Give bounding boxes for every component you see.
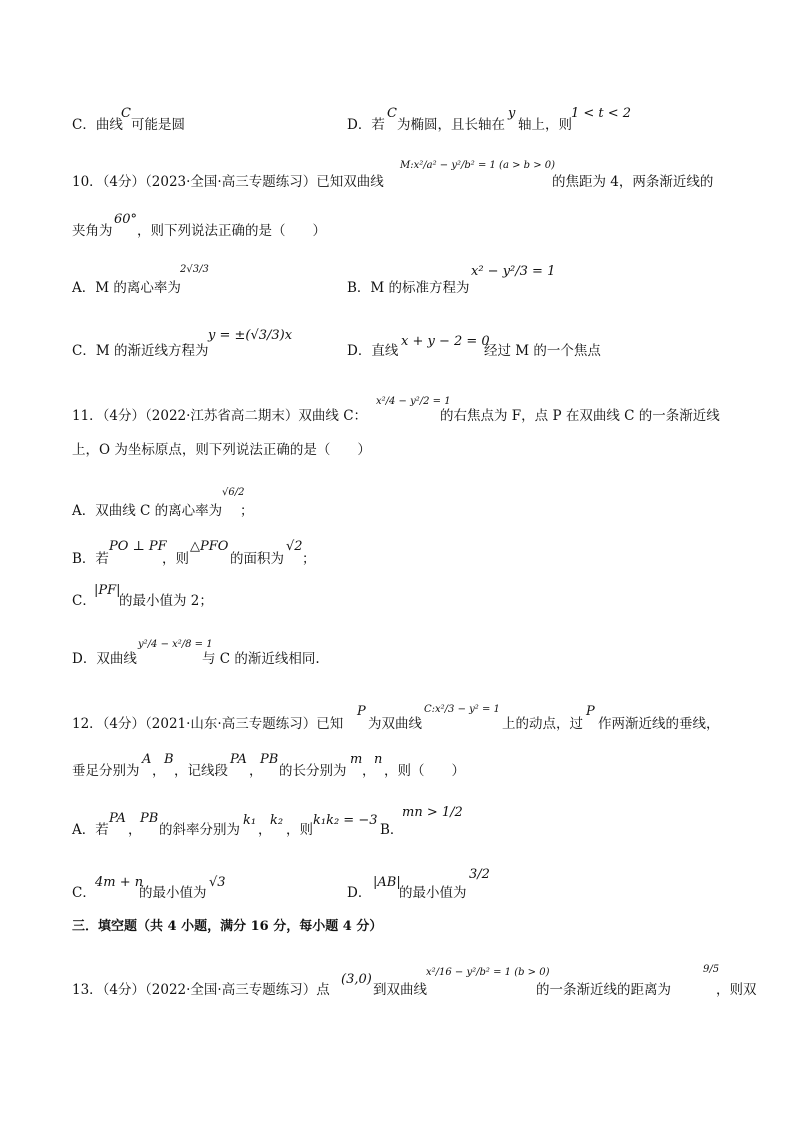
- q12-var-p: P: [357, 704, 366, 719]
- q9-option-d-mid: 为椭圆，且长轴在: [397, 117, 505, 133]
- q12-sep1: ，: [152, 763, 166, 779]
- q11-option-a: A．双曲线 C 的离心率为: [72, 503, 223, 519]
- q12-var-pb: PB: [260, 752, 279, 767]
- q11-option-c: C．: [72, 593, 96, 609]
- q9-option-d: D．若: [347, 117, 385, 133]
- q9-option-d-formula: 1 < t < 2: [571, 106, 632, 121]
- q12-option-d: D．: [347, 885, 372, 901]
- q10-tail: 的焦距为 4，两条渐近线的: [552, 174, 714, 190]
- q10-option-d: D．直线: [347, 343, 399, 359]
- q13-mid: 到双曲线: [373, 982, 427, 998]
- q12-option-a-pa: PA: [109, 811, 126, 826]
- q12-option-a-sep2: ，: [258, 822, 272, 838]
- q12-option-a-mid2: ，则: [286, 822, 313, 838]
- q12-line2-mid: ，记线段: [174, 763, 228, 779]
- q10-option-b: B．M 的标准方程为: [347, 280, 470, 296]
- q10-option-c-formula: y = ±(√3/3)x: [208, 328, 293, 343]
- q9-option-d-tail: 轴上，则: [518, 117, 572, 133]
- q12-option-d-mid: 的最小值为: [399, 885, 467, 901]
- q12-option-a-formula: k₁k₂ = −3: [313, 813, 378, 828]
- q11-option-b-mid2: 的面积为: [230, 551, 284, 567]
- q13-tail: ，则双: [716, 982, 757, 998]
- q12-var-pa: PA: [230, 752, 247, 767]
- q11-option-a-tail: ；: [240, 503, 254, 519]
- q12-line2-head: 垂足分别为: [72, 763, 140, 779]
- q13-mid2: 的一条渐近线的距离为: [536, 982, 671, 998]
- q12-mid: 为双曲线: [368, 716, 422, 732]
- q10-line2-tail: ，则下列说法正确的是（ ）: [137, 223, 326, 239]
- q11-line2: 上，O 为坐标原点，则下列说法正确的是（ ）: [72, 442, 371, 458]
- q11-option-d: D．双曲线: [72, 651, 137, 667]
- q13-head: 13．（4分）（2022·全国·高三专题练习）点: [72, 982, 330, 998]
- q11-option-d-formula: y²/4 − x²/8 = 1: [138, 639, 213, 650]
- q11-option-c-tail: 的最小值为 2；: [119, 593, 213, 609]
- q11-option-b-formula2: △PFO: [190, 539, 229, 554]
- q11-option-c-formula: |PF|: [94, 583, 121, 598]
- q11-option-b-tail: ；: [302, 551, 316, 567]
- q11-option-b-formula3: √2: [286, 539, 303, 554]
- q11-option-b-mid: ，则: [162, 551, 189, 567]
- q12-head: 12．（4分）（2021·山东·高三专题练习）已知: [72, 716, 344, 732]
- q12-option-c-mid: 的最小值为: [139, 885, 207, 901]
- q12-formula: C:x²/3 − y² = 1: [424, 704, 500, 715]
- q9-option-c: C．曲线: [72, 117, 123, 133]
- q10-option-a-formula: 2√3/3: [180, 264, 209, 275]
- q10-option-d-tail: 经过 M 的一个焦点: [484, 343, 601, 359]
- q12-option-b-formula: mn > 1/2: [402, 805, 463, 820]
- q12-option-d-formula2: 3/2: [469, 867, 490, 882]
- q9-option-d-var: C: [387, 106, 397, 121]
- q12-option-a-mid: 的斜率分别为: [159, 822, 240, 838]
- q13-formula: x²/16 − y²/b² = 1 (b > 0): [426, 967, 550, 978]
- q10-option-a: A．M 的离心率为: [72, 280, 181, 296]
- q12-line2-mid2: 的长分别为: [279, 763, 347, 779]
- q12-option-b: B．: [380, 822, 404, 838]
- q9-option-c-tail: 可能是圆: [131, 117, 185, 133]
- q12-tail: 上的动点，过: [502, 716, 583, 732]
- q11-option-a-formula: √6/2: [222, 487, 245, 498]
- q12-var-a: A: [142, 752, 152, 767]
- q12-option-c: C．: [72, 885, 96, 901]
- q12-option-a-k1: k₁: [243, 813, 257, 828]
- q12-tail2: 作两渐近线的垂线，: [598, 716, 720, 732]
- q10-line2-head: 夹角为: [72, 223, 113, 239]
- q12-option-d-formula: |AB|: [373, 875, 401, 890]
- q9-option-c-var: C: [121, 106, 131, 121]
- q11-option-d-tail: 与 C 的渐近线相同.: [202, 651, 320, 667]
- q12-var-n: n: [374, 752, 383, 767]
- q10-option-d-formula: x + y − 2 = 0: [401, 334, 490, 349]
- q12-line2-tail: ，则（ ）: [384, 763, 465, 779]
- q11-head: 11．（4分）（2022·江苏省高二期末）双曲线 C：: [72, 408, 368, 424]
- q13-distance: 9/5: [703, 964, 720, 975]
- q11-option-b: B．若: [72, 551, 109, 567]
- q12-var-m: m: [350, 752, 363, 767]
- q12-option-a-k2: k₂: [270, 813, 284, 828]
- q12-sep3: ，: [362, 763, 376, 779]
- q12-option-a-pb: PB: [140, 811, 159, 826]
- q12-sep2: ，: [249, 763, 263, 779]
- q9-option-d-var2: y: [508, 106, 516, 121]
- q11-tail: 的右焦点为 F，点 P 在双曲线 C 的一条渐近线: [440, 408, 720, 424]
- q10-formula: M:x²/a² − y²/b² = 1 (a > b > 0): [400, 160, 556, 171]
- q10-angle: 60°: [114, 212, 138, 227]
- q11-option-b-formula1: PO ⊥ PF: [109, 539, 167, 554]
- q12-var-b: B: [164, 752, 174, 767]
- q12-option-c-formula: 4m + n: [95, 875, 144, 890]
- q12-option-c-formula2: √3: [209, 875, 226, 890]
- q10-head: 10．（4分）（2023·全国·高三专题练习）已知双曲线: [72, 174, 384, 190]
- q10-option-c: C．M 的渐近线方程为: [72, 343, 209, 359]
- q12-var-p2: P: [586, 704, 595, 719]
- q13-point: (3,0): [341, 972, 372, 987]
- q10-option-b-formula: x² − y²/3 = 1: [471, 264, 556, 279]
- section-title-fill-in: 三．填空题（共 4 小题，满分 16 分，每小题 4 分）: [72, 919, 383, 934]
- q12-option-a: A．若: [72, 822, 109, 838]
- q11-formula: x²/4 − y²/2 = 1: [376, 396, 451, 407]
- q12-option-a-sep: ，: [128, 822, 142, 838]
